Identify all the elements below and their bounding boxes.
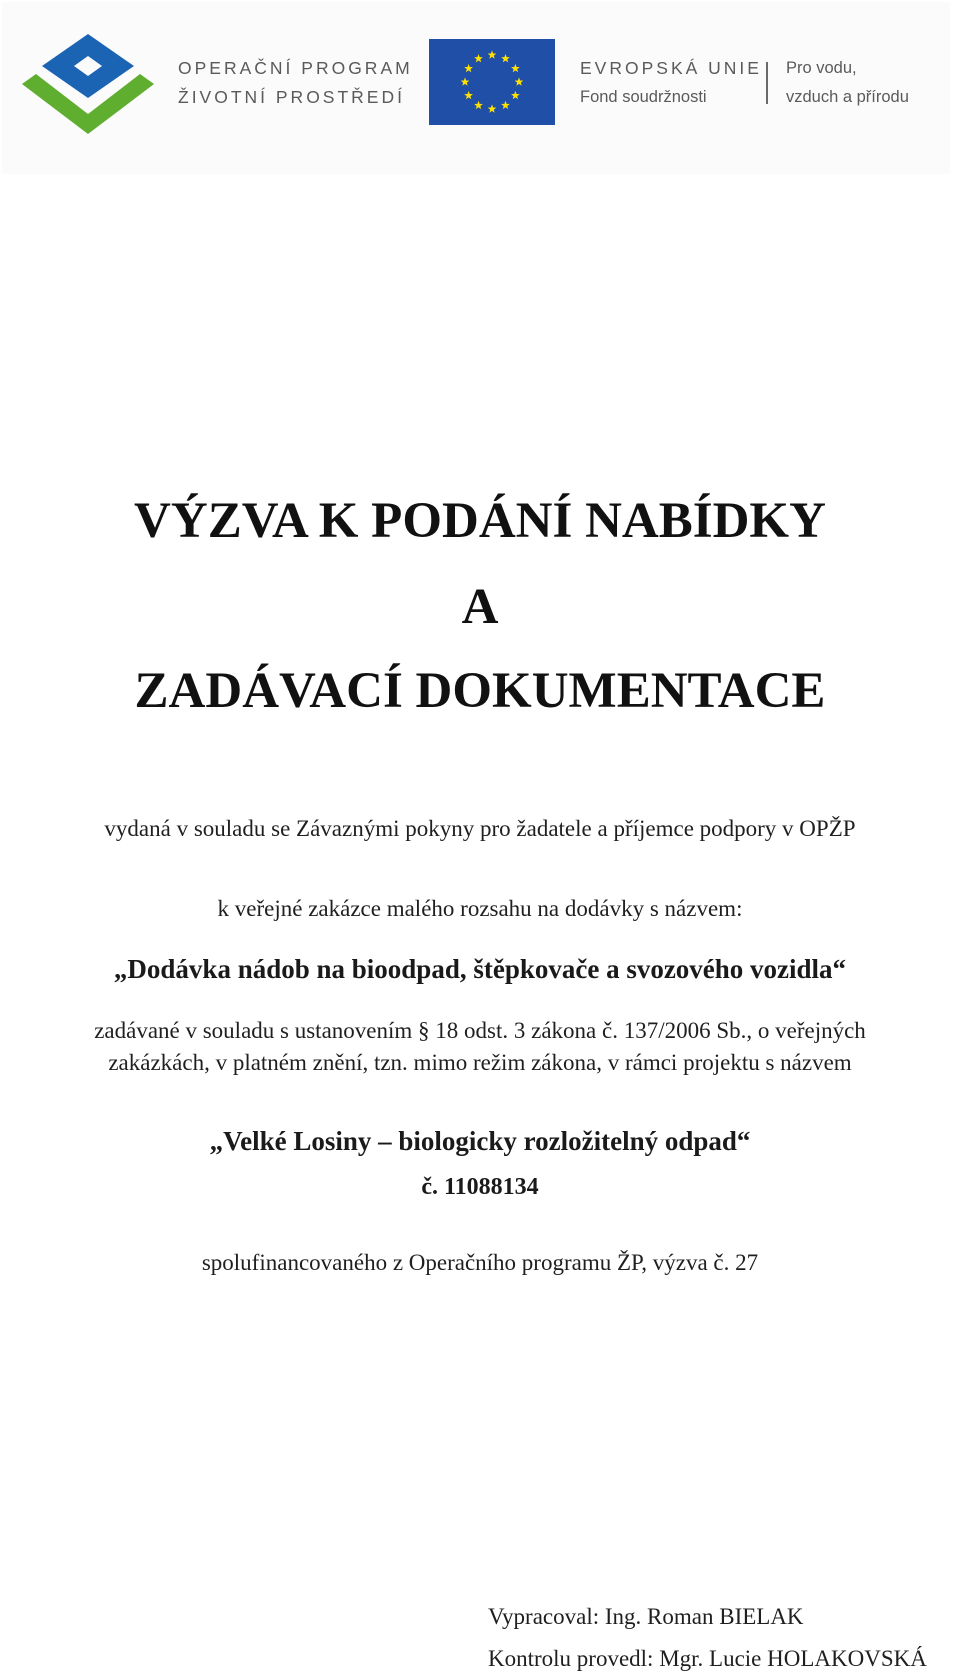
legal-line1: zadávané v souladu s ustanovením § 18 odst. 3 zákona č. 137/2006 Sb., o veřejných bbox=[94, 1018, 866, 1043]
cofinanced-text: spolufinancovaného z Operačního programu ŽP, výzva č. 27 bbox=[201, 1250, 759, 1275]
contract-intro: k veřejné zakázce malého rozsahu na dodávky s názvem: bbox=[217, 896, 743, 921]
title-line2: A bbox=[461, 579, 499, 635]
eu-flag-icon bbox=[429, 39, 555, 125]
opzp-logo-icon bbox=[22, 26, 154, 138]
issued-text: vydaná v souladu se Závaznými pokyny pro žadatele a příjemce podpory v OPŽP bbox=[104, 816, 856, 841]
opzp-name bbox=[178, 54, 413, 112]
eu-line1: EVROPSKÁ UNIE bbox=[580, 58, 762, 78]
slogan bbox=[786, 54, 909, 112]
eu-line2: Fond soudržnosti bbox=[580, 88, 707, 106]
slogan-line2: vzduch a přírodu bbox=[786, 88, 909, 106]
project-number: č. 11088134 bbox=[421, 1174, 539, 1200]
opzp-line2: ŽIVOTNÍ PROSTŘEDÍ bbox=[178, 87, 405, 107]
title-line3: ZADÁVACÍ DOKUMENTACE bbox=[134, 663, 826, 719]
slogan-line1: Pro vodu, bbox=[786, 59, 857, 77]
logo-header bbox=[2, 2, 950, 174]
title-line1: VÝZVA K PODÁNÍ NABÍDKY bbox=[134, 493, 826, 549]
opzp-line1: OPERAČNÍ PROGRAM bbox=[178, 58, 413, 78]
project-name: „Velké Losiny – biologicky rozložitelný odpad“ bbox=[209, 1126, 751, 1156]
eu-name bbox=[580, 54, 762, 112]
checked-by: Kontrolu provedl: Mgr. Lucie HOLAKOVSKÁ bbox=[488, 1646, 927, 1671]
prepared-by: Vypracoval: Ing. Roman BIELAK bbox=[488, 1604, 804, 1629]
legal-line2: zakázkách, v platném znění, tzn. mimo režim zákona, v rámci projektu s názvem bbox=[108, 1050, 852, 1075]
contract-name: „Dodávka nádob na bioodpad, štěpkovače a svozového vozidla“ bbox=[113, 954, 847, 984]
header-divider bbox=[766, 62, 768, 104]
